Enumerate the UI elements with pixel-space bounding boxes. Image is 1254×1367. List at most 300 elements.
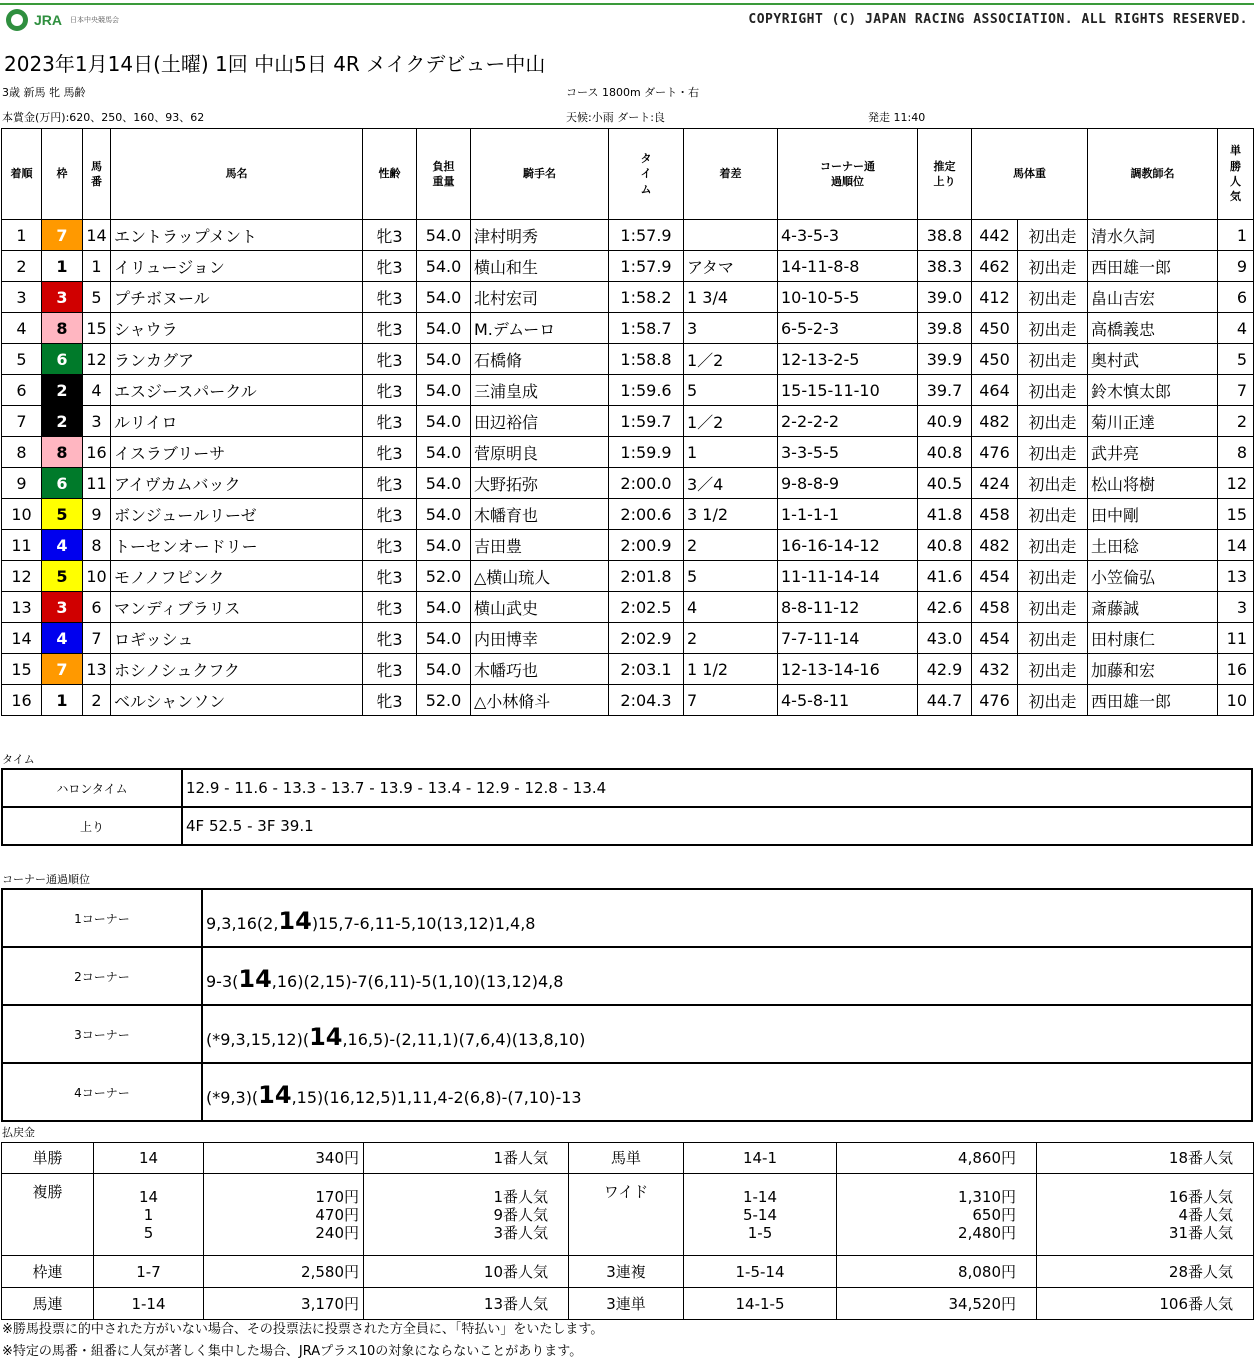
result-agari: 43.0 <box>918 623 972 654</box>
result-time: 1:57.9 <box>609 251 684 282</box>
result-trainer: 奥村武 <box>1088 344 1218 375</box>
result-agari: 42.6 <box>918 592 972 623</box>
result-umaban: 8 <box>83 530 111 561</box>
corner-section-label: コーナー通過順位 <box>2 873 90 886</box>
result-rank: 2 <box>2 251 42 282</box>
result-body-weight: 450 <box>972 313 1018 344</box>
payout-type: 3連単 <box>569 1288 684 1320</box>
result-umaban: 7 <box>83 623 111 654</box>
result-horse-name: ボンジュールリーゼ <box>111 499 363 530</box>
payout-section-label: 払戻金 <box>2 1126 35 1139</box>
col-waku: 枠 <box>42 129 83 220</box>
corner-table <box>1 888 1253 1122</box>
col-pop-label: 単勝人気 <box>1230 144 1241 204</box>
result-agari: 41.6 <box>918 561 972 592</box>
corner-row <box>2 947 1252 1005</box>
result-body-diff: 初出走 <box>1018 437 1088 468</box>
result-umaban: 9 <box>83 499 111 530</box>
result-rank: 4 <box>2 313 42 344</box>
result-sex-age: 牝3 <box>363 437 417 468</box>
result-popularity: 6 <box>1218 282 1254 313</box>
result-sex-age: 牝3 <box>363 251 417 282</box>
table-row <box>2 499 1254 530</box>
result-body-weight: 482 <box>972 530 1018 561</box>
table-row <box>2 623 1254 654</box>
result-jockey: △横山琉人 <box>471 561 609 592</box>
result-jockey: 三浦皇成 <box>471 375 609 406</box>
result-corner-order: 4-5-8-11 <box>778 685 918 716</box>
result-trainer: 西田雄一郎 <box>1088 685 1218 716</box>
result-weight: 54.0 <box>417 468 471 499</box>
result-trainer: 高橋義忠 <box>1088 313 1218 344</box>
payout-type: 枠連 <box>2 1256 94 1288</box>
result-weight: 54.0 <box>417 499 471 530</box>
result-rank: 6 <box>2 375 42 406</box>
payout-combo: 1 <box>143 1205 154 1224</box>
payout-table <box>1 1142 1254 1320</box>
payout-combo: 14-1-5 <box>684 1288 837 1320</box>
payout-combo: 5 <box>143 1223 154 1242</box>
col-sex: 性齢 <box>363 129 417 220</box>
result-body-diff: 初出走 <box>1018 468 1088 499</box>
result-agari: 40.8 <box>918 437 972 468</box>
result-popularity: 1 <box>1218 220 1254 251</box>
result-popularity: 2 <box>1218 406 1254 437</box>
result-body-weight: 476 <box>972 437 1018 468</box>
result-weight: 54.0 <box>417 313 471 344</box>
corner-order-text: ,16,5)-(2,11,1)(7,6,4)(13,8,10) <box>342 1029 586 1049</box>
result-rank: 7 <box>2 406 42 437</box>
result-weight: 54.0 <box>417 654 471 685</box>
result-rank: 8 <box>2 437 42 468</box>
result-margin: 1 3/4 <box>684 282 778 313</box>
result-trainer: 鈴木慎太郎 <box>1088 375 1218 406</box>
payout-popularity: 13番人気 <box>364 1288 569 1320</box>
result-time: 1:58.8 <box>609 344 684 375</box>
time-section-label: タイム <box>2 753 35 766</box>
result-rank: 10 <box>2 499 42 530</box>
copyright-notice: COPYRIGHT (C) JAPAN RACING ASSOCIATION. ALL RIGHTS RESERVED. <box>748 12 1248 27</box>
payout-combo: 1-5-14 <box>684 1256 837 1288</box>
payout-popularity: 18番人気 <box>1037 1143 1254 1174</box>
corner-row <box>2 1005 1252 1063</box>
result-time: 1:59.9 <box>609 437 684 468</box>
payout-popularity: 4番人気 <box>1178 1205 1233 1224</box>
table-row <box>2 251 1254 282</box>
result-trainer: 加藤和宏 <box>1088 654 1218 685</box>
result-sex-age: 牝3 <box>363 406 417 437</box>
result-body-diff: 初出走 <box>1018 654 1088 685</box>
result-agari: 41.8 <box>918 499 972 530</box>
payout-popularity: 3番人気 <box>493 1223 548 1242</box>
payout-amount: 3,170円 <box>204 1288 364 1320</box>
result-umaban: 14 <box>83 220 111 251</box>
race-conditions: 3歳 新馬 牝 馬齢 <box>2 86 86 99</box>
table-row <box>2 437 1254 468</box>
result-body-weight: 464 <box>972 375 1018 406</box>
result-margin: 2 <box>684 623 778 654</box>
result-margin <box>684 220 778 251</box>
result-rank: 14 <box>2 623 42 654</box>
result-jockey: 石橋脩 <box>471 344 609 375</box>
payout-amount: 4,860円 <box>837 1143 1037 1174</box>
result-sex-age: 牝3 <box>363 685 417 716</box>
result-horse-name: アイヴカムバック <box>111 468 363 499</box>
winner-number: 14 <box>278 906 312 935</box>
result-corner-order: 7-7-11-14 <box>778 623 918 654</box>
col-corner <box>778 129 918 220</box>
payout-popularity-list <box>1037 1174 1254 1256</box>
result-popularity: 16 <box>1218 654 1254 685</box>
payout-popularity: 1番人気 <box>364 1143 569 1174</box>
payout-combo: 14-1 <box>684 1143 837 1174</box>
corner-label: 1コーナー <box>2 889 202 947</box>
corner-label: 4コーナー <box>2 1063 202 1121</box>
result-popularity: 4 <box>1218 313 1254 344</box>
result-waku: 5 <box>42 561 83 592</box>
col-margin: 着差 <box>684 129 778 220</box>
result-rank: 15 <box>2 654 42 685</box>
col-weight <box>417 129 471 220</box>
result-body-weight: 454 <box>972 561 1018 592</box>
col-corner-label: コーナー通過順位 <box>820 159 875 188</box>
result-agari: 39.9 <box>918 344 972 375</box>
result-trainer: 菊川正達 <box>1088 406 1218 437</box>
result-sex-age: 牝3 <box>363 499 417 530</box>
result-margin: 3 1/2 <box>684 499 778 530</box>
result-umaban: 16 <box>83 437 111 468</box>
corner-order-text: )15,7-6,11-5,10(13,12)1,4,8 <box>311 913 536 933</box>
jra-logo[interactable] <box>6 9 119 31</box>
payout-combo: 1-5 <box>747 1223 773 1242</box>
result-corner-order: 1-1-1-1 <box>778 499 918 530</box>
table-row <box>2 220 1254 251</box>
payout-amount: 470円 <box>315 1205 359 1224</box>
logo-subtitle: 日本中央競馬会 <box>70 16 120 24</box>
payout-type: 馬単 <box>569 1143 684 1174</box>
payout-row-fukusho <box>2 1174 1254 1256</box>
result-body-diff: 初出走 <box>1018 375 1088 406</box>
result-body-weight: 458 <box>972 499 1018 530</box>
result-trainer: 田中剛 <box>1088 499 1218 530</box>
result-jockey: △小林脩斗 <box>471 685 609 716</box>
result-jockey: 菅原明良 <box>471 437 609 468</box>
col-name: 馬名 <box>111 129 363 220</box>
result-jockey: 吉田豊 <box>471 530 609 561</box>
result-waku: 1 <box>42 685 83 716</box>
result-margin: 1／2 <box>684 406 778 437</box>
result-body-diff: 初出走 <box>1018 561 1088 592</box>
col-trainer: 調教師名 <box>1088 129 1218 220</box>
result-popularity: 12 <box>1218 468 1254 499</box>
result-jockey: 津村明秀 <box>471 220 609 251</box>
payout-popularity: 9番人気 <box>493 1205 548 1224</box>
result-popularity: 5 <box>1218 344 1254 375</box>
col-time-label: タイム <box>640 151 652 196</box>
race-start-time: 発走 11:40 <box>868 111 926 124</box>
result-trainer: 清水久詞 <box>1088 220 1218 251</box>
result-horse-name: マンディブラリス <box>111 592 363 623</box>
jra-logo-icon <box>6 9 28 31</box>
result-weight: 54.0 <box>417 282 471 313</box>
result-sex-age: 牝3 <box>363 375 417 406</box>
payout-type: 複勝 <box>2 1174 94 1256</box>
result-umaban: 2 <box>83 685 111 716</box>
result-horse-name: ルリイロ <box>111 406 363 437</box>
result-margin: 1 <box>684 437 778 468</box>
result-time: 1:58.2 <box>609 282 684 313</box>
result-weight: 54.0 <box>417 623 471 654</box>
result-agari: 39.8 <box>918 313 972 344</box>
corner-order-text: (*9,3)( <box>206 1087 259 1107</box>
result-body-weight: 482 <box>972 406 1018 437</box>
payout-amount: 340円 <box>204 1143 364 1174</box>
result-time: 2:02.5 <box>609 592 684 623</box>
result-sex-age: 牝3 <box>363 313 417 344</box>
result-body-diff: 初出走 <box>1018 592 1088 623</box>
result-margin: 5 <box>684 375 778 406</box>
result-margin: 7 <box>684 685 778 716</box>
result-popularity: 14 <box>1218 530 1254 561</box>
result-body-diff: 初出走 <box>1018 685 1088 716</box>
payout-combo-list <box>94 1174 204 1256</box>
result-popularity: 11 <box>1218 623 1254 654</box>
result-body-weight: 412 <box>972 282 1018 313</box>
result-horse-name: エントラップメント <box>111 220 363 251</box>
result-horse-name: トーセンオードリー <box>111 530 363 561</box>
table-row <box>2 344 1254 375</box>
col-umaban-label: 馬番 <box>91 159 102 188</box>
result-horse-name: ロギッシュ <box>111 623 363 654</box>
result-weight: 54.0 <box>417 251 471 282</box>
result-waku: 7 <box>42 220 83 251</box>
result-body-diff: 初出走 <box>1018 623 1088 654</box>
time-table <box>1 768 1253 846</box>
header-rule <box>0 3 1254 5</box>
result-sex-age: 牝3 <box>363 344 417 375</box>
result-waku: 5 <box>42 499 83 530</box>
col-body: 馬体重 <box>972 129 1088 220</box>
col-time <box>609 129 684 220</box>
result-popularity: 15 <box>1218 499 1254 530</box>
result-sex-age: 牝3 <box>363 282 417 313</box>
result-rank: 16 <box>2 685 42 716</box>
payout-combo: 1-14 <box>742 1187 778 1206</box>
result-umaban: 1 <box>83 251 111 282</box>
result-weight: 54.0 <box>417 220 471 251</box>
result-rank: 12 <box>2 561 42 592</box>
result-rank: 1 <box>2 220 42 251</box>
result-popularity: 7 <box>1218 375 1254 406</box>
payout-amount: 8,080円 <box>837 1256 1037 1288</box>
result-rank: 3 <box>2 282 42 313</box>
result-waku: 1 <box>42 251 83 282</box>
payout-row-umaren <box>2 1288 1254 1320</box>
result-time: 2:04.3 <box>609 685 684 716</box>
table-row <box>2 654 1254 685</box>
corner-label: 2コーナー <box>2 947 202 1005</box>
result-jockey: 木幡育也 <box>471 499 609 530</box>
table-row <box>2 313 1254 344</box>
result-waku: 4 <box>42 530 83 561</box>
payout-amount: 240円 <box>315 1223 359 1242</box>
result-jockey: 北村宏司 <box>471 282 609 313</box>
result-body-weight: 462 <box>972 251 1018 282</box>
result-jockey: 内田博幸 <box>471 623 609 654</box>
result-popularity: 10 <box>1218 685 1254 716</box>
col-pop <box>1218 129 1254 220</box>
result-margin: 3／4 <box>684 468 778 499</box>
payout-type: ワイド <box>569 1174 684 1256</box>
result-body-diff: 初出走 <box>1018 220 1088 251</box>
result-popularity: 9 <box>1218 251 1254 282</box>
result-body-weight: 432 <box>972 654 1018 685</box>
result-time: 1:57.9 <box>609 220 684 251</box>
result-time: 2:02.9 <box>609 623 684 654</box>
result-rank: 5 <box>2 344 42 375</box>
result-body-diff: 初出走 <box>1018 251 1088 282</box>
table-row <box>2 530 1254 561</box>
result-horse-name: ベルシャンソン <box>111 685 363 716</box>
results-header-row <box>2 129 1254 220</box>
result-rank: 13 <box>2 592 42 623</box>
result-weight: 54.0 <box>417 592 471 623</box>
result-agari: 40.9 <box>918 406 972 437</box>
result-waku: 3 <box>42 592 83 623</box>
result-trainer: 松山将樹 <box>1088 468 1218 499</box>
race-weather: 天候:小雨 ダート:良 <box>566 111 665 124</box>
payout-combo: 1-14 <box>94 1288 204 1320</box>
corner-order-text: 9,3,16(2, <box>206 913 279 933</box>
result-time: 2:01.8 <box>609 561 684 592</box>
result-umaban: 10 <box>83 561 111 592</box>
result-trainer: 畠山吉宏 <box>1088 282 1218 313</box>
result-jockey: 横山武史 <box>471 592 609 623</box>
col-umaban <box>83 129 111 220</box>
result-corner-order: 15-15-11-10 <box>778 375 918 406</box>
result-sex-age: 牝3 <box>363 561 417 592</box>
result-jockey: 大野拓弥 <box>471 468 609 499</box>
payout-combo: 14 <box>94 1143 204 1174</box>
corner-order <box>202 1005 1252 1063</box>
result-waku: 2 <box>42 406 83 437</box>
result-umaban: 12 <box>83 344 111 375</box>
payout-amount: 2,480円 <box>958 1223 1016 1242</box>
result-popularity: 13 <box>1218 561 1254 592</box>
result-umaban: 3 <box>83 406 111 437</box>
winner-number: 14 <box>238 964 272 993</box>
result-waku: 8 <box>42 313 83 344</box>
payout-popularity: 10番人気 <box>364 1256 569 1288</box>
payout-row-tansho <box>2 1143 1254 1174</box>
payout-combo-list <box>684 1174 837 1256</box>
result-margin: 3 <box>684 313 778 344</box>
result-corner-order: 12-13-2-5 <box>778 344 918 375</box>
payout-amount: 650円 <box>972 1205 1016 1224</box>
payout-popularity: 16番人気 <box>1168 1187 1233 1206</box>
winner-number: 14 <box>309 1022 343 1051</box>
result-horse-name: プチボヌール <box>111 282 363 313</box>
table-row <box>2 561 1254 592</box>
result-body-weight: 476 <box>972 685 1018 716</box>
result-margin: 2 <box>684 530 778 561</box>
payout-type: 単勝 <box>2 1143 94 1174</box>
race-title: 2023年1月14日(土曜) 1回 中山5日 4R メイクデビュー中山 <box>4 52 546 76</box>
result-sex-age: 牝3 <box>363 220 417 251</box>
logo-text: JRA <box>34 12 63 28</box>
payout-amount: 34,520円 <box>837 1288 1037 1320</box>
result-trainer: 斎藤誠 <box>1088 592 1218 623</box>
agari-value: 4F 52.5 - 3F 39.1 <box>182 807 1252 845</box>
result-horse-name: イスラブリーサ <box>111 437 363 468</box>
race-prize: 本賞金(万円):620、250、160、93、62 <box>2 111 205 124</box>
result-agari: 42.9 <box>918 654 972 685</box>
result-body-diff: 初出走 <box>1018 282 1088 313</box>
corner-label: 3コーナー <box>2 1005 202 1063</box>
result-agari: 38.8 <box>918 220 972 251</box>
agari-label: 上り <box>2 807 182 845</box>
result-trainer: 西田雄一郎 <box>1088 251 1218 282</box>
col-jockey: 騎手名 <box>471 129 609 220</box>
payout-popularity: 31番人気 <box>1168 1223 1233 1242</box>
result-weight: 52.0 <box>417 561 471 592</box>
result-body-diff: 初出走 <box>1018 313 1088 344</box>
result-body-diff: 初出走 <box>1018 406 1088 437</box>
result-corner-order: 16-16-14-12 <box>778 530 918 561</box>
result-jockey: M.デムーロ <box>471 313 609 344</box>
payout-popularity: 28番人気 <box>1037 1256 1254 1288</box>
table-row <box>2 468 1254 499</box>
result-umaban: 4 <box>83 375 111 406</box>
corner-order <box>202 947 1252 1005</box>
payout-popularity: 106番人気 <box>1037 1288 1254 1320</box>
result-corner-order: 6-5-2-3 <box>778 313 918 344</box>
result-corner-order: 11-11-14-14 <box>778 561 918 592</box>
result-body-weight: 442 <box>972 220 1018 251</box>
result-umaban: 11 <box>83 468 111 499</box>
result-umaban: 13 <box>83 654 111 685</box>
result-horse-name: モノノフピンク <box>111 561 363 592</box>
result-trainer: 小笠倫弘 <box>1088 561 1218 592</box>
result-time: 2:03.1 <box>609 654 684 685</box>
result-time: 2:00.6 <box>609 499 684 530</box>
winner-number: 14 <box>258 1080 292 1109</box>
col-agari-label: 推定上り <box>933 159 956 188</box>
result-margin: アタマ <box>684 251 778 282</box>
payout-amount: 1,310円 <box>958 1187 1016 1206</box>
corner-order <box>202 1063 1252 1121</box>
result-waku: 6 <box>42 468 83 499</box>
result-umaban: 6 <box>83 592 111 623</box>
payout-popularity-list <box>364 1174 569 1256</box>
result-jockey: 横山和生 <box>471 251 609 282</box>
result-horse-name: ホシノシュクフク <box>111 654 363 685</box>
result-popularity: 3 <box>1218 592 1254 623</box>
result-agari: 40.5 <box>918 468 972 499</box>
corner-row <box>2 889 1252 947</box>
note-jra-plus10: ※特定の馬番・組番に人気が著しく集中した場合、JRAプラス10の対象にならないことがあります。 <box>2 1344 583 1359</box>
payout-combo: 5-14 <box>742 1205 778 1224</box>
col-rank: 着順 <box>2 129 42 220</box>
result-jockey: 木幡巧也 <box>471 654 609 685</box>
results-table <box>1 128 1254 716</box>
result-corner-order: 12-13-14-16 <box>778 654 918 685</box>
result-agari: 40.8 <box>918 530 972 561</box>
result-body-diff: 初出走 <box>1018 530 1088 561</box>
result-waku: 4 <box>42 623 83 654</box>
result-sex-age: 牝3 <box>363 654 417 685</box>
result-horse-name: イリュージョン <box>111 251 363 282</box>
